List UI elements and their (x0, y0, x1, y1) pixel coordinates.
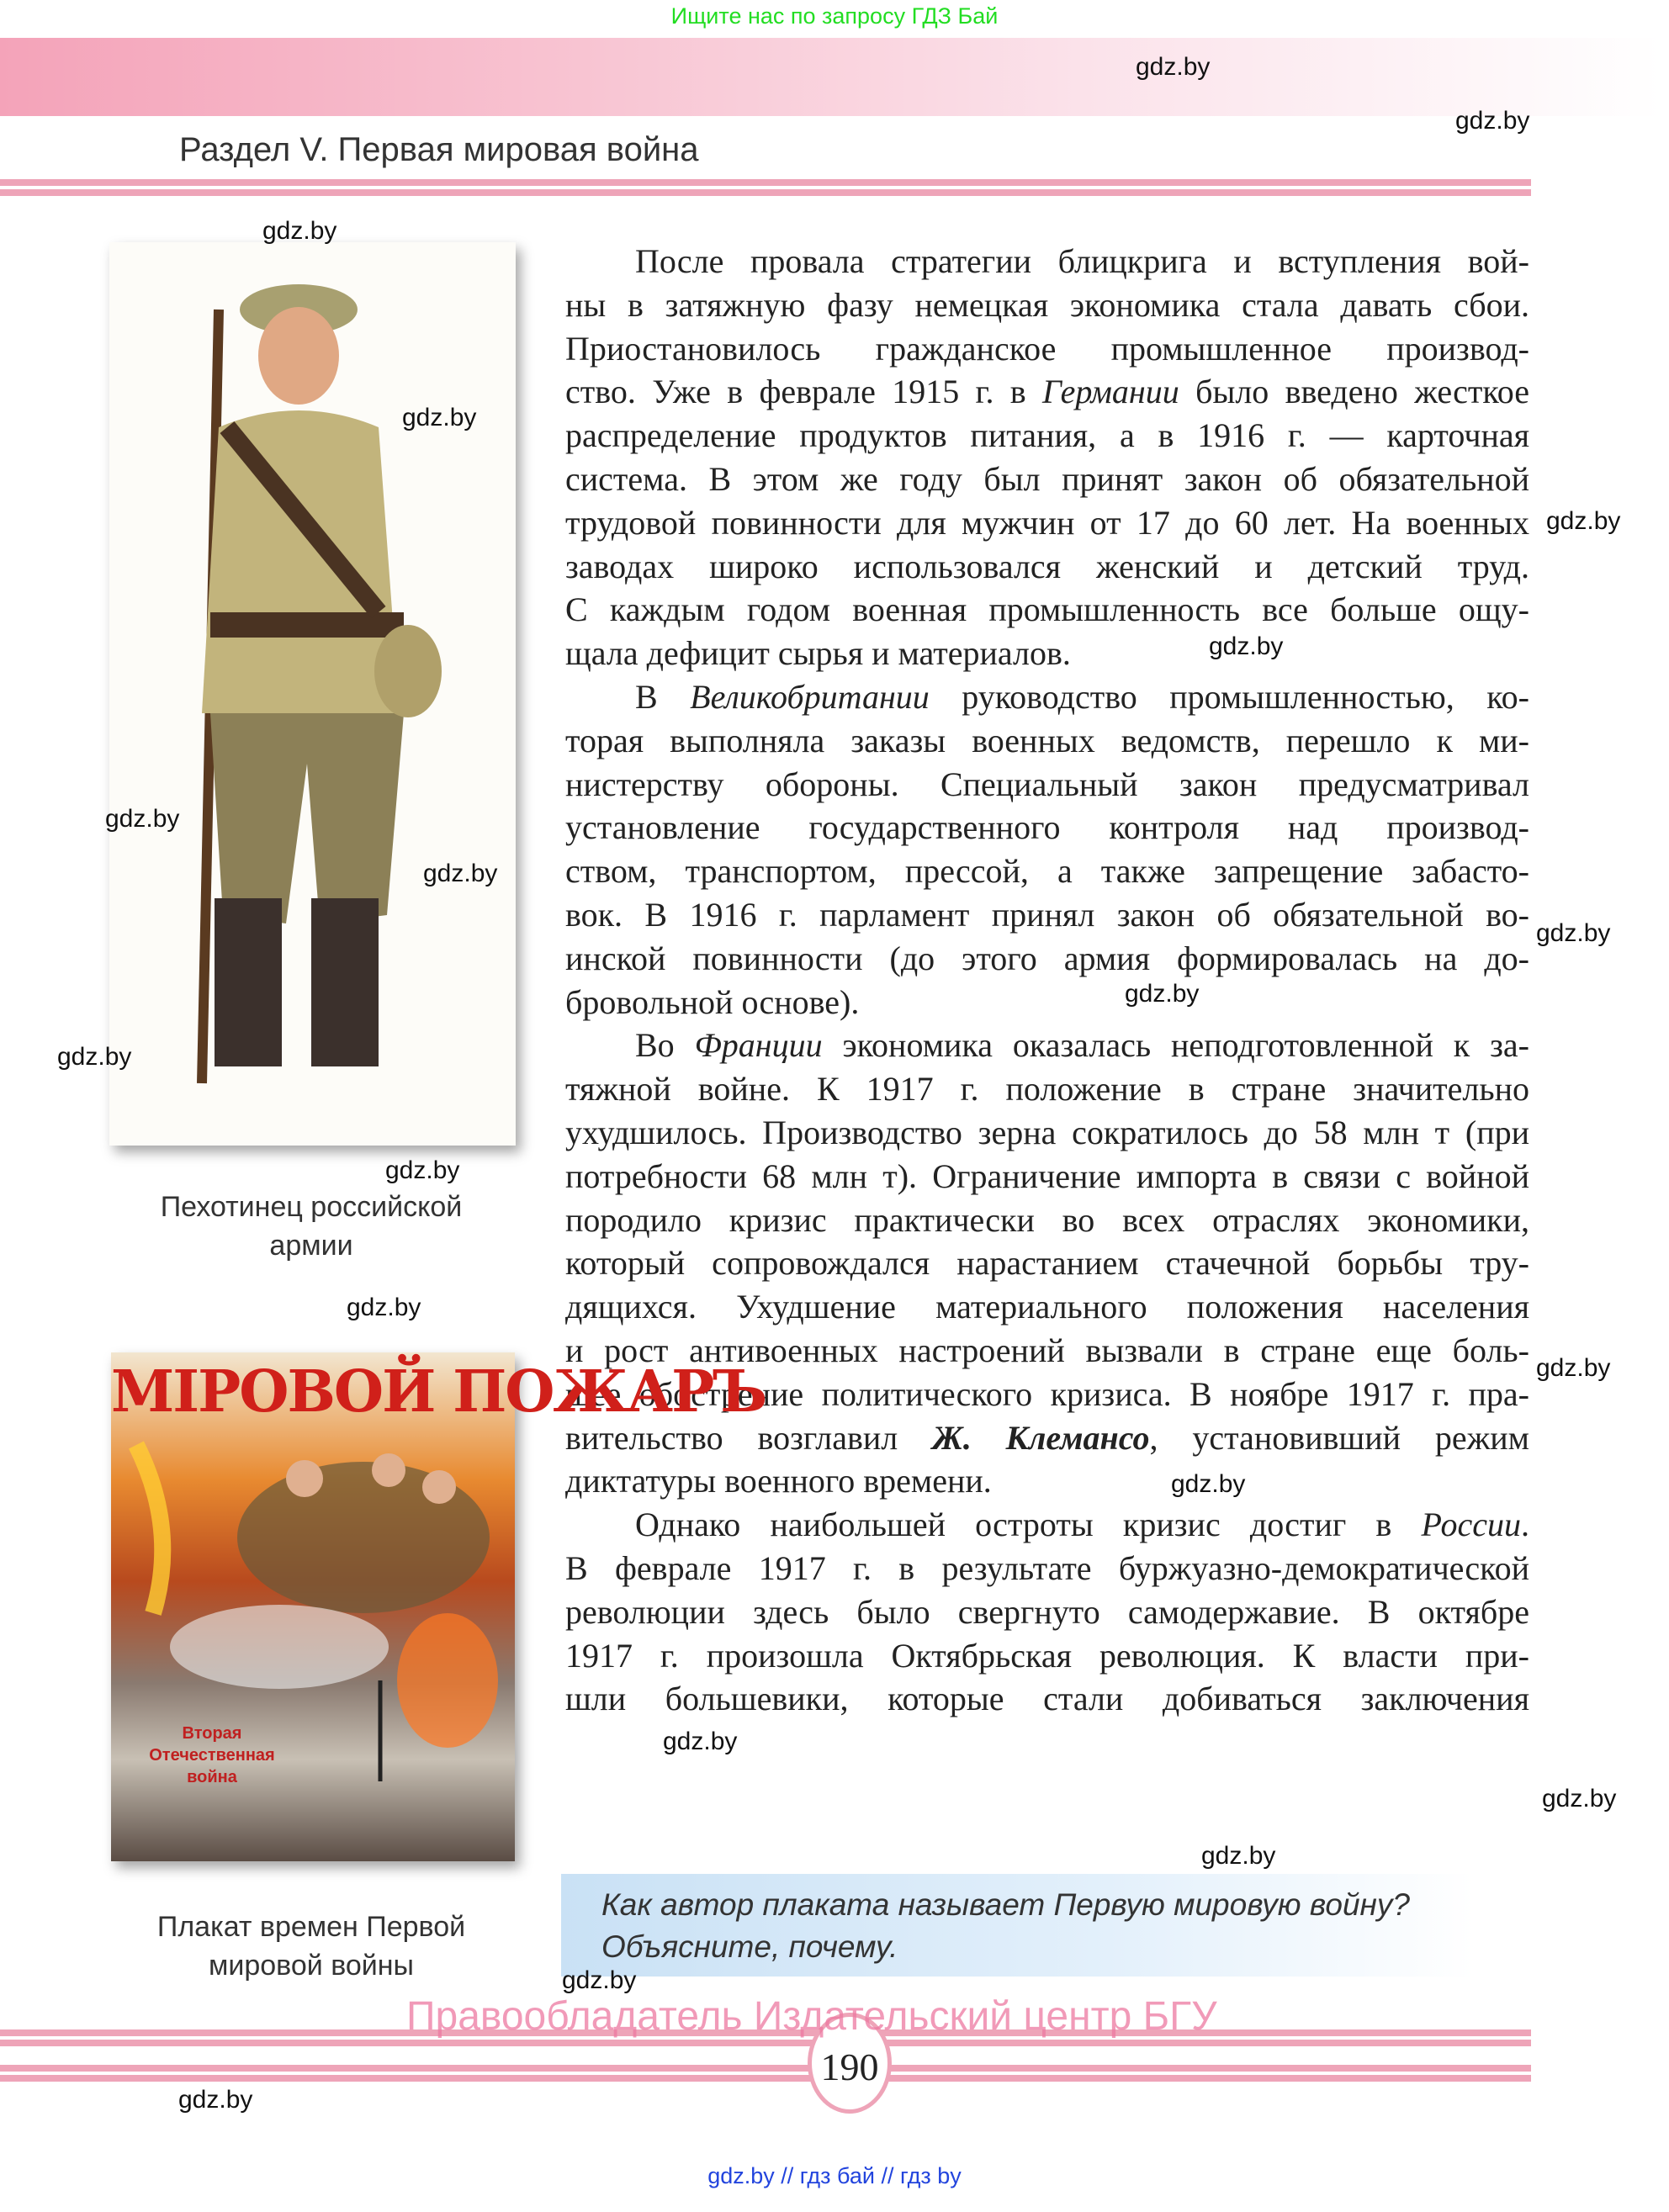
emphasized-text: России (1421, 1506, 1521, 1544)
text-line (565, 588, 1529, 632)
watermark: gdz.by (262, 217, 337, 245)
caption-line: Плакат времен Первой (156, 1911, 466, 1943)
text-run: ны в затяжную фазу немецкая экономика стала давать сбои. (565, 285, 1529, 324)
watermark: gdz.by (385, 1156, 460, 1184)
text-run: ство. Уже в феврале 1915 г. в (565, 373, 1043, 411)
text-line (565, 1199, 1529, 1242)
text-line (565, 1634, 1529, 1678)
text-line (565, 893, 1529, 937)
question-text: Как автор плаката называет Первую мировую войну? Объясните, почему. (601, 1887, 1410, 1964)
text-line (565, 1590, 1529, 1634)
text-line (565, 240, 1529, 283)
text-run: В (635, 677, 691, 716)
text-run: После провала стратегии блицкрига и вступления вой- (635, 242, 1529, 280)
text-line (565, 1285, 1529, 1329)
poster-title: МIРОВОЙ ПОЖАРЪ (111, 1358, 766, 1426)
emphasized-text: Ж. Клемансо (932, 1418, 1150, 1457)
text-line (565, 632, 1529, 675)
watermark: gdz.by (1536, 919, 1611, 947)
text-run: нистерству обороны. Специальный закон предусматривал (565, 765, 1529, 803)
poster-caption (101, 1908, 522, 1985)
poster-subtitle: Вторая Отечественная война (149, 1724, 275, 1786)
text-run: экономика оказалась неподготовленной к за- (822, 1026, 1529, 1065)
text-line (565, 1067, 1529, 1111)
text-line (565, 545, 1529, 589)
emphasized-text: Франции (694, 1026, 823, 1065)
text-line (565, 1459, 1529, 1503)
text-run: . (1521, 1506, 1529, 1544)
text-run: революции здесь было свергнуто самодержавие. В октябре (565, 1592, 1529, 1631)
watermark: gdz.by (1171, 1470, 1246, 1498)
watermark: gdz.by (562, 1966, 637, 1994)
footer-divider (0, 2040, 1531, 2046)
footer-links[interactable]: gdz.by // гдз бай // гдз by (707, 2163, 962, 2188)
section-title: Раздел V. Первая мировая война (179, 131, 699, 168)
footer-divider (0, 2075, 1531, 2082)
text-run: вительство возглавил (565, 1418, 933, 1457)
text-run: инской повинности (до этого армия формировалась на до- (565, 939, 1529, 977)
watermark: gdz.by (423, 860, 498, 887)
text-run: Во (635, 1026, 695, 1065)
caption-line: Пехотинец российской (160, 1191, 463, 1223)
text-line (565, 458, 1529, 501)
text-line (565, 414, 1529, 458)
watermark: gdz.by (1201, 1842, 1276, 1870)
text-run: распределение продуктов питания, а в 1916 г. — карточная (565, 416, 1529, 455)
text-line (565, 763, 1529, 807)
watermark: gdz.by (57, 1043, 132, 1071)
text-line (565, 1241, 1529, 1285)
text-line (565, 937, 1529, 981)
text-line (565, 675, 1529, 719)
soldier-illustration (109, 242, 516, 1146)
text-run: С каждым годом военная промышленность все больше ощу- (565, 590, 1529, 629)
text-run: торая выполняла заказы военных ведомств, перешло к ми- (565, 721, 1529, 759)
text-run: В феврале 1917 г. в результате буржуазно-демократической (565, 1548, 1529, 1587)
text-run: диктатуры военного времени. (565, 1462, 992, 1500)
copyright-watermark: Правообладатель Издательский центр БГУ (406, 1994, 1217, 2039)
text-run: шли большевики, которые стали добиваться заключения (565, 1680, 1529, 1718)
text-run: вок. В 1916 г. парламент принял закон об обязательной во- (565, 895, 1529, 934)
soldier-caption (101, 1188, 522, 1265)
watermark: gdz.by (105, 805, 180, 833)
text-line (565, 849, 1529, 893)
text-run: заводах широко использовался женский и детский труд. (565, 547, 1529, 585)
text-line (565, 1024, 1529, 1067)
text-run: система. В этом же году был принят закон об обязательной (565, 459, 1529, 498)
text-run: было введено жесткое (1179, 373, 1530, 411)
text-run: установление государственного контроля над производ- (565, 808, 1529, 847)
text-run: Однако наибольшей остроты кризис достиг в (635, 1506, 1422, 1544)
text-line (565, 806, 1529, 849)
footer-divider (0, 2065, 1531, 2072)
search-hint: Ищите нас по запросу ГДЗ Бай (670, 3, 999, 29)
watermark: gdz.by (347, 1294, 421, 1321)
emphasized-text: Германии (1042, 373, 1179, 411)
text-line (565, 370, 1529, 414)
text-line (565, 501, 1529, 545)
text-run: шее обострение политического кризиса. В ноябре 1917 г. пра- (565, 1374, 1529, 1413)
text-line (565, 283, 1529, 327)
watermark: gdz.by (1209, 632, 1284, 660)
text-line (565, 1155, 1529, 1199)
text-run: бровольной основе). (565, 982, 860, 1021)
text-run: и рост антивоенных настроений вызвали в стране еще боль- (565, 1331, 1529, 1369)
text-run: потребности 68 млн т). Ограничение импорта в связи с войной (565, 1156, 1529, 1195)
watermark: gdz.by (178, 2086, 253, 2114)
watermark: gdz.by (1136, 53, 1211, 81)
header-divider (0, 189, 1531, 196)
text-run: руководство промышленностью, ко- (929, 677, 1529, 716)
text-line (565, 719, 1529, 763)
text-line (565, 327, 1529, 371)
text-run: Приостановилось гражданское промышленное производ- (565, 329, 1529, 368)
caption-line: мировой войны (208, 1950, 414, 1982)
text-line (565, 1547, 1529, 1590)
text-run: 1917 г. произошла Октябрьская революция. К власти при- (565, 1636, 1529, 1675)
watermark: gdz.by (1546, 507, 1621, 535)
text-run: ухудшилось. Производство зерна сократилось до 58 млн т (при (565, 1113, 1529, 1151)
header-divider (0, 179, 1531, 186)
caption-line: армии (269, 1230, 353, 1262)
text-run: ством, транспортом, прессой, а также запрещение забасто- (565, 852, 1529, 891)
text-run: щала дефицит сырья и материалов. (565, 634, 1071, 673)
text-line (565, 1677, 1529, 1721)
main-text (565, 240, 1529, 1721)
text-run: который сопровождался нарастанием стачечной борьбы тру- (565, 1244, 1529, 1283)
header-band (0, 38, 1661, 116)
text-line (565, 981, 1529, 1024)
text-run: тяжной войне. К 1917 г. положение в стране значительно (565, 1070, 1529, 1109)
watermark: gdz.by (1125, 980, 1200, 1008)
text-run: трудовой повинности для мужчин от 17 до 60 лет. На военных (565, 503, 1529, 542)
text-line (565, 1503, 1529, 1547)
watermark: gdz.by (1536, 1354, 1611, 1382)
text-line (565, 1111, 1529, 1155)
text-run: , установивший режим (1149, 1418, 1529, 1457)
watermark: gdz.by (1455, 107, 1530, 135)
watermark: gdz.by (663, 1728, 738, 1755)
emphasized-text: Великобритании (690, 677, 930, 716)
text-run: породило кризис практически во всех отраслях экономики, (565, 1200, 1529, 1239)
watermark: gdz.by (1542, 1785, 1617, 1812)
page-number: 190 (820, 2045, 879, 2088)
watermark: gdz.by (402, 404, 477, 431)
text-run: дящихся. Ухудшение материального положения населения (565, 1288, 1529, 1326)
